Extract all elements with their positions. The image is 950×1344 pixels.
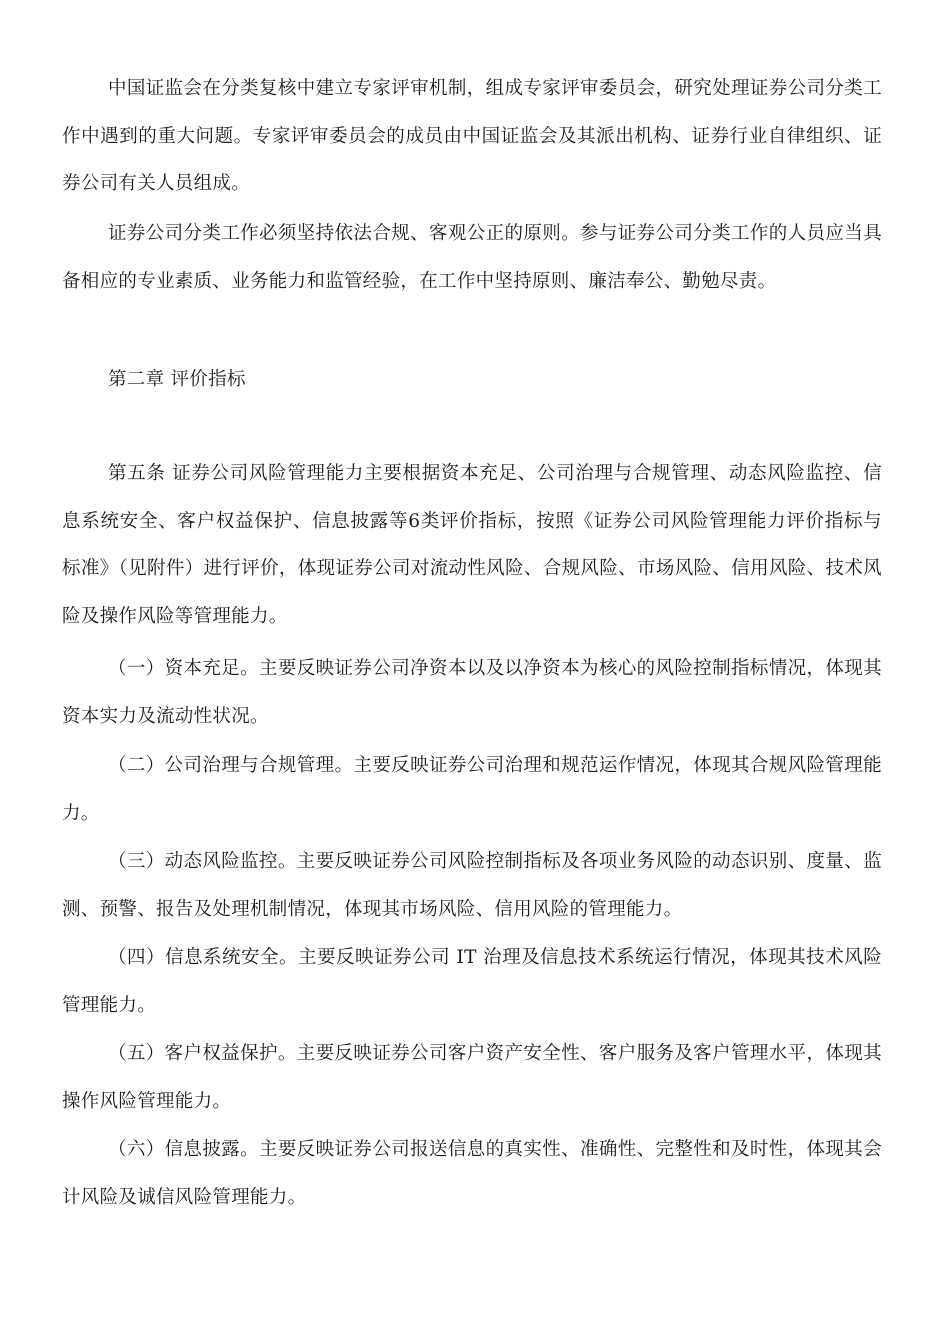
item-client-rights-protection: （五）客户权益保护。主要反映证券公司客户资产安全性、客户服务及客户管理水平，体现其操作风险管理能力。 bbox=[62, 1043, 882, 1112]
item-capital-adequacy: （一）资本充足。主要反映证券公司净资本以及以净资本为核心的风险控制指标情况，体现其资本实力及流动性状况。 bbox=[62, 658, 882, 727]
paragraph-classification-principles: 证券公司分类工作必须坚持依法合规、客观公正的原则。参与证券公司分类工作的人员应当具备相应的专业素质、业务能力和监管经验，在工作中坚持原则、廉洁奉公、勤勉尽责。 bbox=[62, 223, 882, 292]
article-5: 第五条 证券公司风险管理能力主要根据资本充足、公司治理与合规管理、动态风险监控、信息系统安全、客户权益保护、信息披露等6类评价指标，按照《证券公司风险管理能力评价指标与标准》（见附件）进行评价，体现证券公司对流动性风险、合规风险、市场风险、信用风险、技术风险及操作风险等管理能力。 bbox=[62, 463, 882, 627]
chapter-heading: 第二章 评价指标 bbox=[108, 369, 246, 390]
paragraph-expert-review: 中国证监会在分类复核中建立专家评审机制，组成专家评审委员会，研究处理证券公司分类工作中遇到的重大问题。专家评审委员会的成员由中国证监会及其派出机构、证券行业自律组织、证券公司有关人员组成。 bbox=[62, 78, 882, 194]
item-information-system-security: （四）信息系统安全。主要反映证券公司 IT 治理及信息技术系统运行情况，体现其技术风险管理能力。 bbox=[62, 947, 882, 1016]
item-governance-compliance: （二）公司治理与合规管理。主要反映证券公司治理和规范运作情况，体现其合规风险管理能力。 bbox=[62, 755, 882, 824]
item-information-disclosure: （六）信息披露。主要反映证券公司报送信息的真实性、准确性、完整性和及时性，体现其会计风险及诚信风险管理能力。 bbox=[62, 1139, 882, 1208]
item-dynamic-risk-monitoring: （三）动态风险监控。主要反映证券公司风险控制指标及各项业务风险的动态识别、度量、监测、预警、报告及处理机制情况，体现其市场风险、信用风险的管理能力。 bbox=[62, 851, 882, 920]
